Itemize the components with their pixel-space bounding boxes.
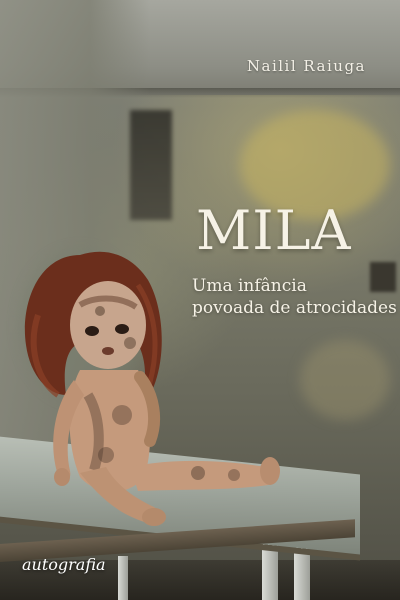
dark-doorway (130, 110, 172, 220)
doll-eye (85, 326, 99, 336)
table-leg (262, 540, 278, 600)
book-title: MILA (196, 199, 352, 262)
doll-eye (115, 324, 129, 334)
table-leg (118, 556, 128, 600)
doll-face (70, 281, 146, 369)
wall-stain (300, 340, 390, 420)
subtitle-line-1: Uma infância (192, 276, 307, 296)
subtitle-line-2: povoada de atrocidades (192, 298, 397, 318)
author-name: Nailil Raiuga (246, 57, 366, 75)
book-subtitle (192, 275, 397, 319)
publisher-logo: autografia (22, 555, 106, 574)
